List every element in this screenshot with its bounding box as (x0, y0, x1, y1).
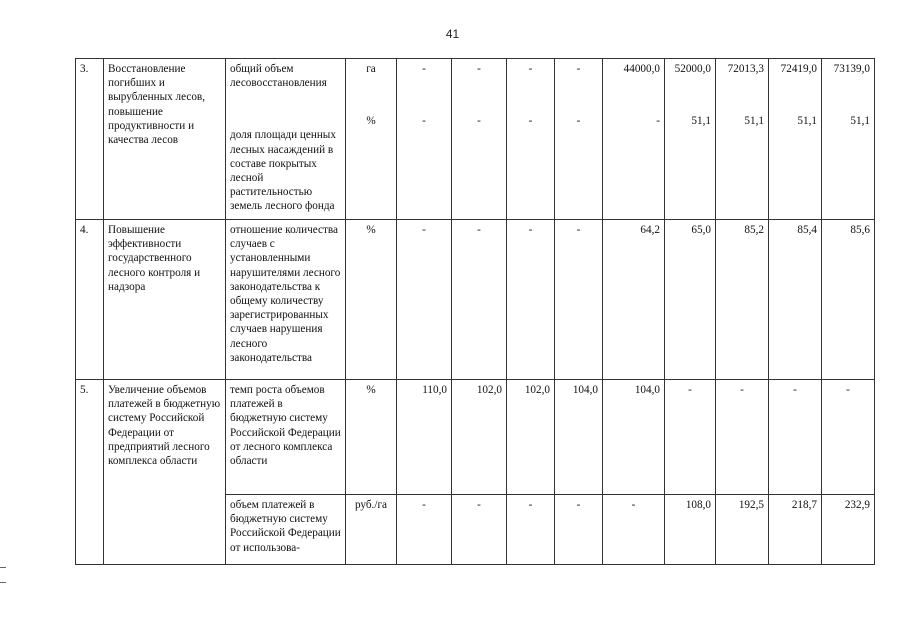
page-number: 41 (445, 27, 460, 41)
value: - (656, 115, 660, 128)
value-cell: - (769, 380, 822, 495)
value-cell: 85,6 (822, 220, 875, 380)
value-cell: - (397, 220, 452, 380)
value: 51,1 (744, 115, 764, 128)
indicator-name: общий объем лесовосстановления (230, 63, 327, 90)
row-number: 4. (76, 220, 104, 380)
value-cell: 218,7 (769, 495, 822, 565)
value: 51,1 (850, 115, 870, 128)
scan-mark (0, 567, 6, 568)
value: 51,1 (691, 115, 711, 128)
unit-label: га (366, 63, 376, 75)
value-cell: 110,0 (397, 380, 452, 495)
value-cell: - (397, 495, 452, 565)
value: 72419,0 (780, 63, 817, 75)
value-cell: 232,9 (822, 495, 875, 565)
value: - (576, 115, 581, 128)
value-cell (716, 59, 769, 220)
value-cell (555, 59, 603, 220)
indicators-table (75, 58, 875, 565)
value-cell: - (555, 220, 603, 380)
unit-label: % (346, 380, 397, 495)
value-cell (665, 59, 716, 220)
value: - (576, 63, 581, 75)
value-cell: - (507, 220, 555, 380)
value-cell (452, 59, 507, 220)
value: 44000,0 (623, 63, 660, 75)
unit-label: руб./га (346, 495, 397, 565)
value-cell: - (507, 495, 555, 565)
value: - (528, 63, 533, 75)
scan-mark (0, 582, 6, 583)
value-cell: 85,2 (716, 220, 769, 380)
value-cell: 192,5 (716, 495, 769, 565)
value-cell: 108,0 (665, 495, 716, 565)
value: - (477, 63, 481, 75)
value-cell: 64,2 (603, 220, 665, 380)
row-number: 5. (76, 380, 104, 565)
value: 51,1 (797, 115, 817, 128)
value-cell (507, 59, 555, 220)
value-cell (769, 59, 822, 220)
value-cell: - (452, 220, 507, 380)
value-cell (397, 59, 452, 220)
unit-cell (346, 59, 397, 220)
value: - (528, 115, 533, 128)
value-cell: 85,4 (769, 220, 822, 380)
value-cell: 102,0 (507, 380, 555, 495)
value-cell: 104,0 (603, 380, 665, 495)
value: 72013,3 (727, 63, 764, 75)
indicator-name: объем платежей в бюджетную систему Российской Федерации от использова- (226, 495, 346, 565)
value: - (477, 115, 481, 128)
indicator-name: темп роста объемов платежей в бюджетную систему Российской Федерации от лесного комплекса области (226, 380, 346, 495)
value: - (422, 63, 426, 75)
value-cell: 65,0 (665, 220, 716, 380)
row-number: 3. (76, 59, 104, 220)
value-cell: - (603, 495, 665, 565)
goal-cell: Увеличение объемов платежей в бюджетную систему Российской Федерации от предприятий лесного комплекса области (104, 380, 226, 565)
unit-label: % (346, 220, 397, 380)
table-row (76, 220, 875, 380)
table-row (76, 380, 875, 495)
value: 73139,0 (833, 63, 870, 75)
value-cell: - (555, 495, 603, 565)
indicator-cell (226, 59, 346, 220)
value-cell: 102,0 (452, 380, 507, 495)
table-row (76, 59, 875, 220)
value-cell: - (452, 495, 507, 565)
indicator-name: отношение количества случаев с установленными нарушителями лесного законодательства к общему количеству зарегистрированных случаев нарушения лесного законодательства (226, 220, 346, 380)
value-cell (822, 59, 875, 220)
value-cell: - (665, 380, 716, 495)
goal-cell: Повышение эффективности государственного лесного контроля и надзора (104, 220, 226, 380)
value: 52000,0 (674, 63, 711, 75)
value-cell: - (716, 380, 769, 495)
unit-label: % (366, 115, 376, 128)
value-cell: - (822, 380, 875, 495)
indicator-name: доля площади ценных лесных насаждений в составе покрытых лесной растительностью земель лесного фонда (230, 129, 336, 213)
goal-cell: Восстановление погибших и вырубленных лесов, повышение продуктивности и качества лесов (104, 59, 226, 220)
value-cell (603, 59, 665, 220)
value-cell: 104,0 (555, 380, 603, 495)
value: - (422, 115, 426, 128)
